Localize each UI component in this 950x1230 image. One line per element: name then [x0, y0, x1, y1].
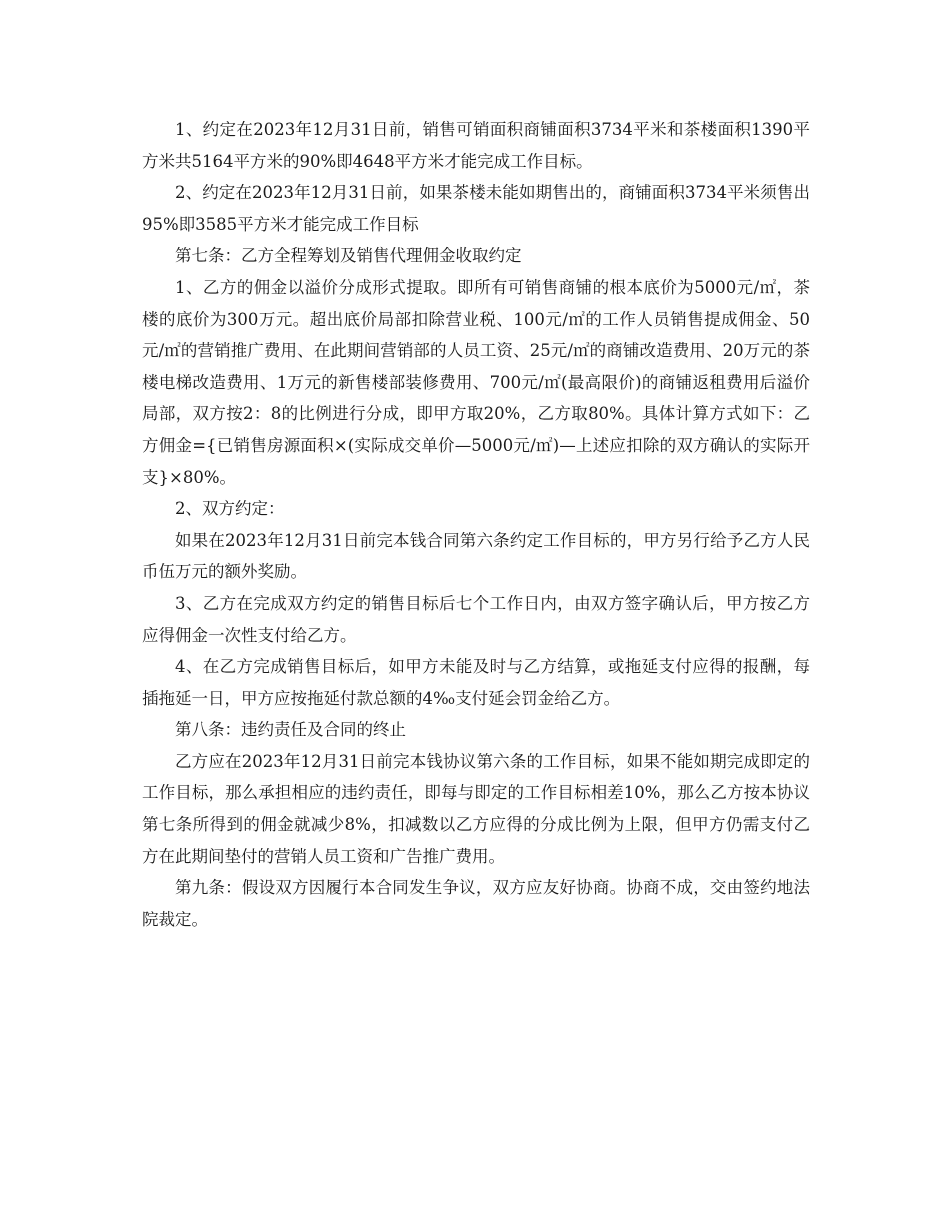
commission-calculation-clause: 1、乙方的佣金以溢价分成形式提取。即所有可销售商铺的根本底价为5000元/㎡，茶楼的底价为300万元。超出底价局部扣除营业税、100元/㎡的工作人员销售提成佣金、50元/㎡的营销推广费用、在此期间营销部的人员工资、25元/㎡的商铺改造费用、20万元的茶楼电梯改造费用、1万元的新售楼部装修费用、700元/㎡(最高限价)的商铺返租费用后溢价局部，双方按2：8的比例进行分成，即甲方取20%，乙方取80%。具体计算方式如下：乙方佣金={已销售房源面积×(实际成交单价—5000元/㎡)—上述应扣除的双方确认的实际开支}×80%。 — [142, 277, 810, 487]
mutual-agreement-heading: 2、双方约定： — [175, 499, 285, 519]
payment-clause: 3、乙方在完成双方约定的销售目标后七个工作日内，由双方签字确认后，甲方按乙方应得佣金一次性支付给乙方。 — [142, 593, 810, 645]
article-9-dispute-clause: 第九条：假设双方因履行本合同发生争议，双方应友好协商。协商不成，交由签约地法院裁定。 — [142, 878, 810, 929]
bonus-clause: 如果在2023年12月31日前完本钱合同第六条约定工作目标的，甲方另行给予乙方人民币伍万元的额外奖励。 — [142, 530, 810, 582]
document-body — [142, 114, 810, 935]
article-8-heading: 第八条：违约责任及合同的终止 — [175, 720, 406, 740]
breach-liability-clause: 乙方应在2023年12月31日前完本钱协议第六条的工作目标，如果不能如期完成即定的工作目标，那么承担相应的违约责任，即每与即定的工作目标相差10%，那么乙方按本协议第七条所得到的佣金就减少8%，扣减数以乙方应得的分成比例为上限，但甲方仍需支付乙方在此期间垫付的营销人员工资和广告推广费用。 — [142, 751, 810, 866]
article-7-heading: 第七条：乙方全程筹划及销售代理佣金收取约定 — [175, 246, 522, 266]
late-payment-clause: 4、在乙方完成销售目标后，如甲方未能及时与乙方结算，或拖延支付应得的报酬，每插拖延一日，甲方应按拖延付款总额的4‰支付延会罚金给乙方。 — [142, 657, 810, 708]
clause-target-2023-total: 1、约定在2023年12月31日前，销售可销面积商铺面积3734平米和茶楼面积1390平方米共5164平方米的90%即4648平方米才能完成工作目标。 — [142, 120, 810, 171]
clause-target-shops-only: 2、约定在2023年12月31日前，如果茶楼未能如期售出的，商铺面积3734平米须售出95%即3585平方米才能完成工作目标 — [142, 183, 810, 234]
